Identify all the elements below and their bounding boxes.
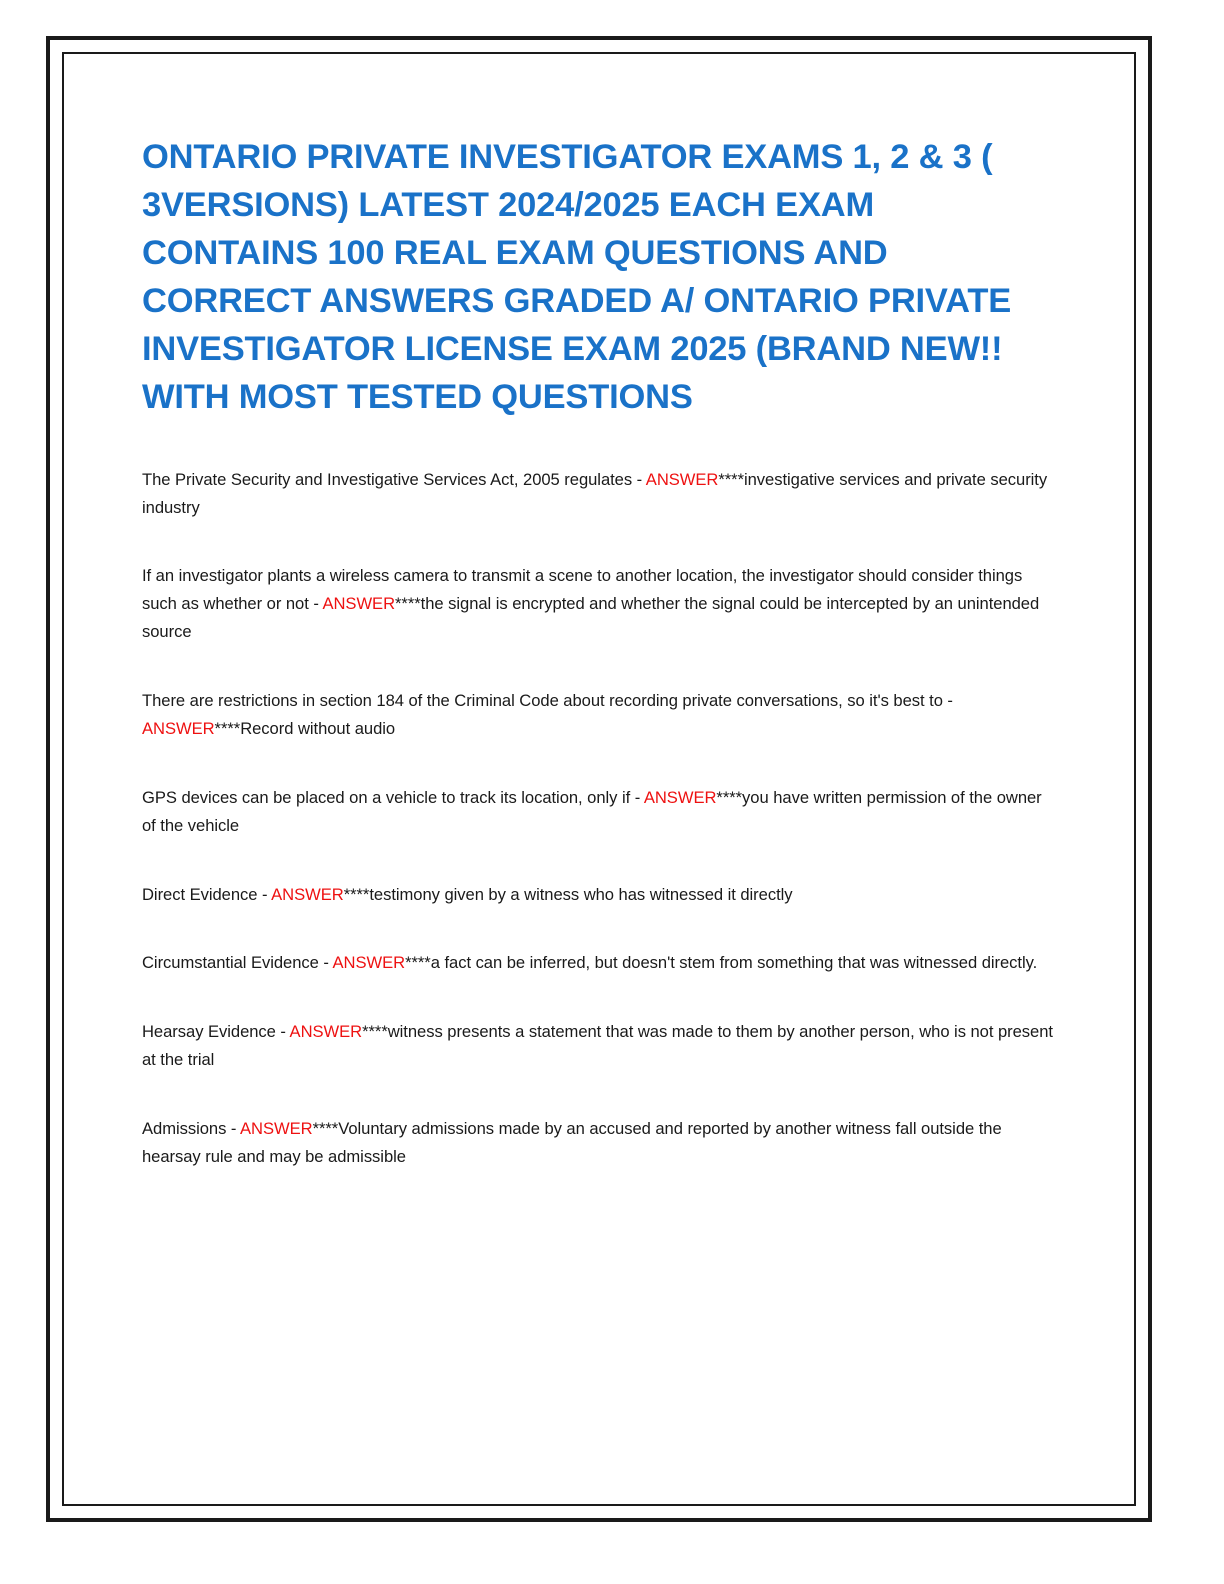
- qa-question: Direct Evidence -: [142, 884, 272, 904]
- qa-item: [142, 466, 1056, 522]
- qa-item: [142, 562, 1056, 646]
- qa-item: [142, 949, 1056, 977]
- qa-item: [142, 1115, 1056, 1171]
- qa-item: [142, 784, 1056, 840]
- answer-separator: ****: [362, 1022, 388, 1042]
- answer-label: ANSWER: [271, 884, 344, 904]
- document-page-border: [46, 36, 1152, 1522]
- qa-answer: witness presents a statement that was made to them by another person, who is not present at the trial: [142, 1022, 1053, 1070]
- answer-separator: ****: [343, 884, 370, 904]
- qa-question: Circumstantial Evidence -: [142, 953, 333, 973]
- qa-question: There are restrictions in section 184 of the Criminal Code about recording private conversations, so it's best to -: [142, 691, 953, 711]
- answer-separator: ****: [718, 469, 744, 489]
- answer-label: ANSWER: [142, 718, 215, 738]
- answer-label: ANSWER: [645, 469, 719, 489]
- qa-answer: Voluntary admissions made by an accused and reported by another witness fall outside the hearsay rule and may be admissible: [142, 1119, 1002, 1166]
- answer-separator: ****: [405, 953, 431, 973]
- answer-label: ANSWER: [322, 594, 396, 614]
- qa-item: [142, 1018, 1056, 1074]
- qa-answer: you have written permission of the owner of the vehicle: [142, 787, 1042, 835]
- qa-answer: testimony given by a witness who has witnessed it directly: [369, 884, 793, 904]
- qa-item: [142, 881, 1056, 909]
- qa-question: GPS devices can be placed on a vehicle to track its location, only if -: [142, 787, 644, 807]
- qa-question: Hearsay Evidence -: [142, 1022, 290, 1042]
- answer-separator: ****: [395, 594, 421, 614]
- qa-answer: Record without audio: [240, 718, 396, 738]
- qa-answer: investigative services and private security industry: [142, 469, 1048, 517]
- document-content: [64, 54, 1134, 1171]
- qa-answer: a fact can be inferred, but doesn't stem from something that was witnessed directly.: [430, 953, 1038, 973]
- qa-answer: the signal is encrypted and whether the signal could be intercepted by an unintended source: [142, 594, 1040, 642]
- page-title: ONTARIO PRIVATE INVESTIGATOR EXAMS 1, 2 & 3 ( 3VERSIONS) LATEST 2024/2025 EACH EXAM CONTAINS 100 REAL EXAM QUESTIONS AND CORRECT ANSWERS GRADED A/ ONTARIO PRIVATE INVESTIGATOR LICENSE EXAM 2025 (BRAND NEW!! WITH MOST TESTED QUESTIONS: [142, 138, 1012, 416]
- qa-question: If an investigator plants a wireless camera to transmit a scene to another location, the investigator should consider things such as whether or not -: [142, 566, 1023, 614]
- qa-item: [142, 687, 1056, 743]
- answer-label: ANSWER: [643, 787, 717, 807]
- answer-label: ANSWER: [332, 953, 406, 973]
- answer-separator: ****: [716, 787, 743, 807]
- document-page: [62, 52, 1136, 1506]
- answer-separator: ****: [214, 718, 241, 738]
- answer-label: ANSWER: [289, 1022, 363, 1042]
- qa-question: The Private Security and Investigative Services Act, 2005 regulates -: [142, 469, 646, 489]
- answer-label: ANSWER: [240, 1119, 313, 1139]
- qa-question: Admissions -: [142, 1119, 241, 1139]
- answer-separator: ****: [312, 1119, 339, 1139]
